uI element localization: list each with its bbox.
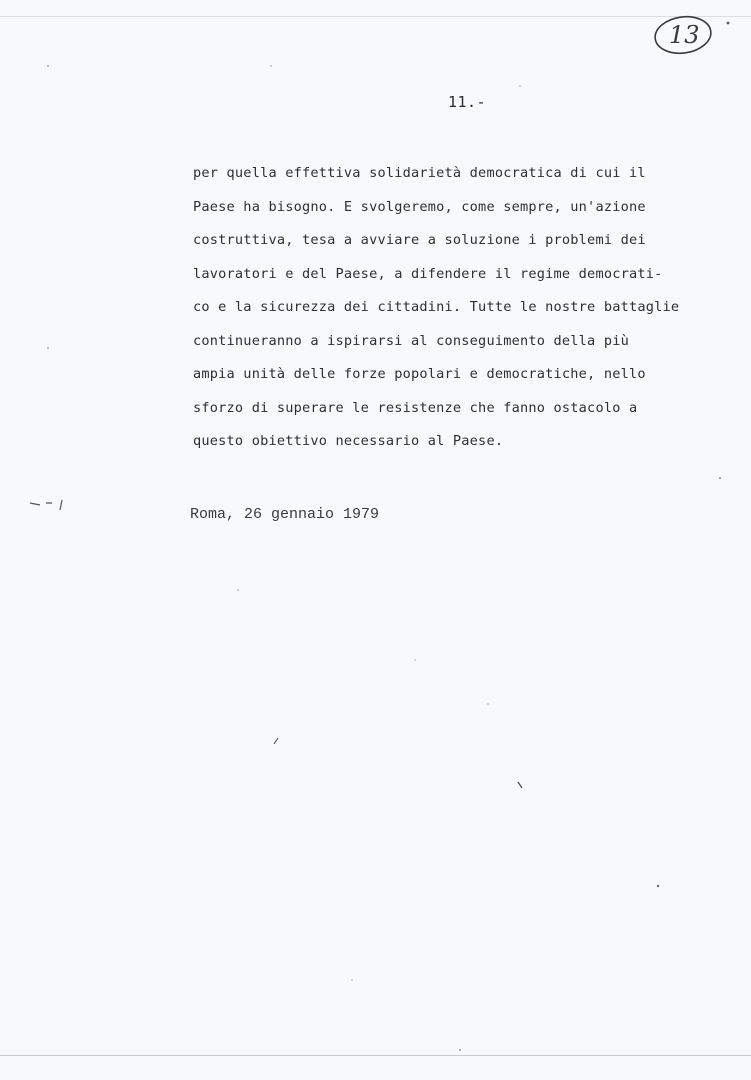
- body-line: sforzo di superare le resistenze che fanno ostacolo a: [193, 399, 638, 416]
- bottom-edge-rule: [0, 1055, 751, 1056]
- body-line: ampia unità delle forze popolari e democratiche, nello: [193, 366, 646, 382]
- body-line: continueranno a ispirarsi al conseguimento della più: [193, 332, 629, 349]
- body-line: questo obiettivo necessario al Paese.: [193, 433, 504, 449]
- body-line: co e la sicurezza dei cittadini. Tutte le nostre battaglie: [193, 299, 680, 315]
- body-line: Paese ha bisogno. E svolgeremo, come sempre, un'azione: [193, 198, 646, 215]
- folio-number: 13: [669, 21, 700, 49]
- place-date-signoff: Roma, 26 gennaio 1979: [190, 506, 380, 523]
- body-line: costruttiva, tesa a avviare a soluzione i problemi dei: [193, 232, 646, 248]
- body-line: per quella effettiva solidarietà democratica di cui il: [193, 165, 646, 181]
- body-line: lavoratori e del Paese, a difendere il regime democrati-: [193, 265, 663, 282]
- page-number: 11.-: [448, 93, 487, 111]
